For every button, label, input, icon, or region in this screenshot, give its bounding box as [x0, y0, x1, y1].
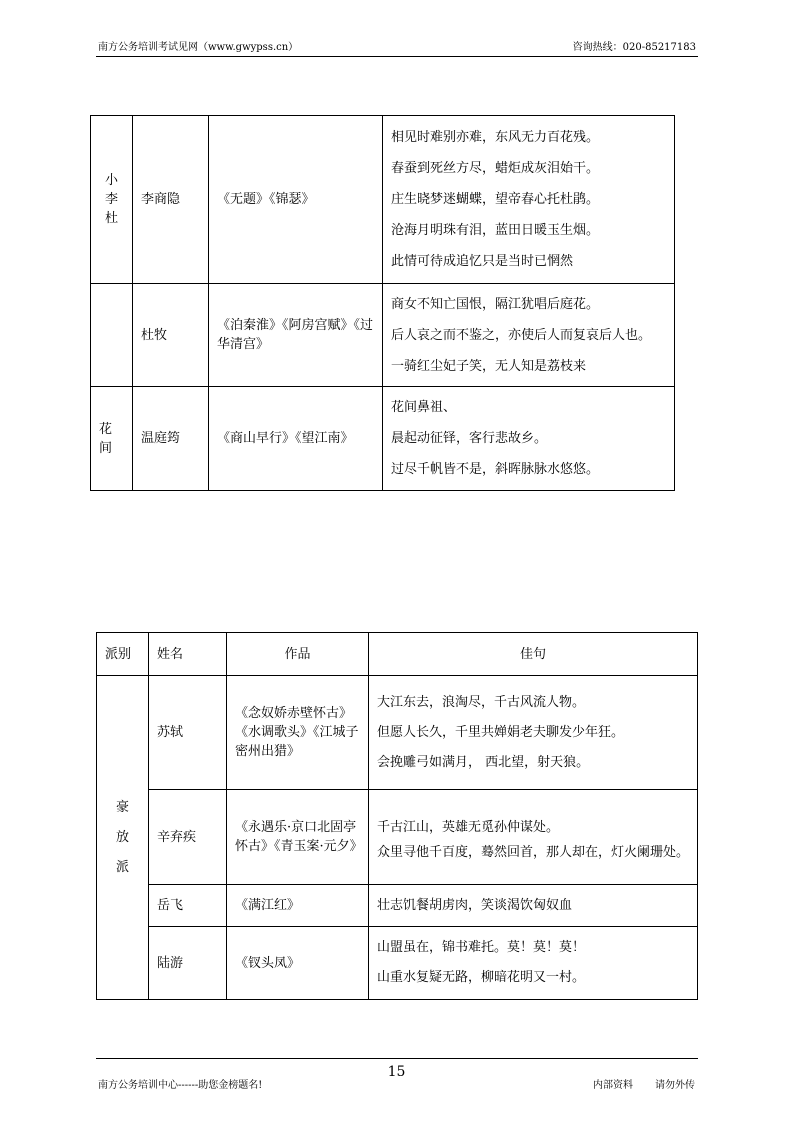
works-cell: 《永遇乐·京口北固亭怀古》《青玉案·元夕》: [227, 790, 369, 885]
table-row: [91, 387, 675, 491]
famous-line: 过尽千帆皆不是，斜晖脉脉水悠悠。: [391, 462, 600, 477]
header-site-name: 南方公务培训考试见网（www.gwypss.cn）: [98, 42, 299, 53]
famous-line: 壮志饥餐胡虏肉，笑谈渴饮匈奴血: [377, 897, 573, 913]
famous-line: 春蚕到死丝方尽，蜡炬成灰泪始干。: [391, 161, 600, 176]
famous-line: 此情可待成追忆只是当时已惘然: [391, 254, 574, 269]
table-row: [97, 885, 698, 927]
column-header-lines: 佳句: [369, 633, 698, 676]
column-header-school: 派别: [97, 633, 149, 676]
table-row: [97, 927, 698, 1000]
famous-line: 一骑红尘妃子笑，无人知是荔枝来: [391, 358, 587, 374]
school-cell: [91, 284, 133, 387]
poets-table-1: [90, 115, 675, 491]
famous-line: 山重水复疑无路，柳暗花明又一村。: [377, 970, 586, 985]
table-row: [97, 676, 698, 790]
famous-lines-cell: [383, 284, 675, 387]
school-cell: 小李杜: [91, 116, 133, 284]
famous-line: 但愿人长久，千里共婵娟老夫聊发少年狂。: [377, 724, 625, 740]
poets-table-2: [96, 632, 698, 1000]
works-cell: 《泊秦淮》《阿房宫赋》《过华清宫》: [209, 284, 383, 387]
poet-name-cell: 陆游: [149, 927, 227, 1000]
poet-name-cell: 李商隐: [133, 116, 209, 284]
famous-lines-cell: [369, 885, 698, 927]
header-divider: [96, 56, 698, 57]
page-number: 15: [387, 1064, 406, 1080]
footer-notice: [593, 1076, 695, 1091]
column-header-works: 作品: [227, 633, 369, 676]
poet-name-cell: 苏轼: [149, 676, 227, 790]
famous-line: 众里寻他千百度，蓦然回首，那人却在，灯火阑珊处。: [377, 844, 690, 860]
works-cell: 《钗头凤》: [227, 927, 369, 1000]
table-row: [91, 284, 675, 387]
header-hotline: 咨询热线：020-85217183: [572, 42, 696, 53]
table-header-row: [97, 633, 698, 676]
famous-line: 晨起动征铎，客行悲故乡。: [391, 431, 548, 446]
works-cell: 《商山早行》《望江南》: [209, 387, 383, 491]
famous-lines-cell: [383, 116, 675, 284]
column-header-name: 姓名: [149, 633, 227, 676]
poet-name-cell: 杜牧: [133, 284, 209, 387]
works-cell: 《满江红》: [227, 885, 369, 927]
famous-lines-cell: [369, 676, 698, 790]
works-cell: 《念奴娇赤壁怀古》《水调歌头》《江城子密州出猎》: [227, 676, 369, 790]
famous-line: 沧海月明珠有泪，蓝田日暖玉生烟。: [391, 223, 600, 238]
works-cell: 《无题》《锦瑟》: [209, 116, 383, 284]
school-cell: 豪 放 派: [97, 676, 149, 1000]
famous-line: 商女不知亡国恨，隔江犹唱后庭花。: [391, 296, 600, 312]
famous-line: 后人哀之而不鉴之，亦使后人而复哀后人也。: [391, 327, 652, 343]
famous-line: 相见时难别亦难，东风无力百花残。: [391, 130, 600, 145]
footer-no-distribute-label: 请勿外传: [655, 1080, 695, 1091]
famous-line: 会挽雕弓如满月， 西北望，射天狼。: [377, 754, 590, 770]
school-cell: 花间: [91, 387, 133, 491]
footer-divider: [96, 1058, 698, 1059]
famous-lines-cell: [383, 387, 675, 491]
poet-name-cell: 辛弃疾: [149, 790, 227, 885]
famous-line: 千古江山，英雄无觅孙仲谋处。: [377, 819, 560, 835]
footer-slogan: 南方公务培训中心------助您金榜题名!: [98, 1080, 263, 1091]
table-row: [91, 116, 675, 284]
footer-internal-label: 内部资料: [593, 1080, 633, 1091]
famous-line: 花间鼻祖、: [391, 400, 457, 415]
famous-line: 庄生晓梦迷蝴蝶，望帝春心托杜鹃。: [391, 192, 600, 207]
famous-lines-cell: [369, 790, 698, 885]
poet-name-cell: 岳飞: [149, 885, 227, 927]
famous-line: 大江东去，浪淘尽，千古风流人物。: [377, 694, 586, 710]
famous-line: 山盟虽在，锦书难托。莫！莫！莫！: [377, 940, 586, 955]
famous-lines-cell: [369, 927, 698, 1000]
poet-name-cell: 温庭筠: [133, 387, 209, 491]
table-row: [97, 790, 698, 885]
